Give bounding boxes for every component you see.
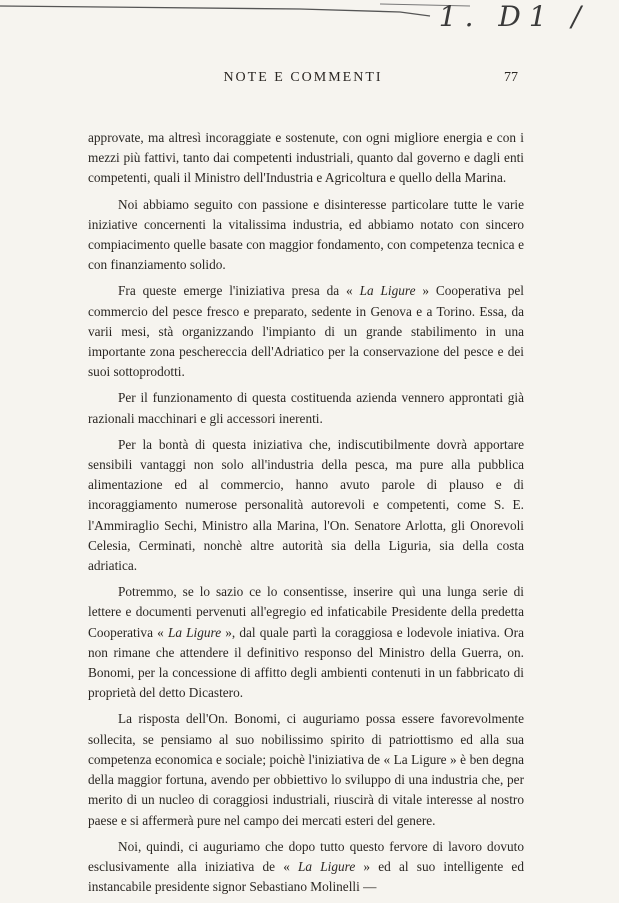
paragraph-8-before: Noi, quindi, ci auguriamo che dopo tutto questo fervore di lavoro dovuto esclusivamente alla iniziativa de « [88, 838, 524, 874]
paragraph-8-after: » ed al suo intelligente ed instancabile presidente signor Sebastiano Molinelli — [88, 858, 524, 895]
page-header [88, 70, 518, 94]
paragraph-8-italic: La Ligure [298, 858, 356, 874]
paragraph-2: Noi abbiamo seguito con passione e disinteresse particolare tutte le varie iniziative concernenti la vitalissima industria, ed abbiamo notato con sincero compiacimento quelle basate con maggior fondamento, con competenza tecnica e con finanziamento solido. [88, 196, 524, 273]
paragraph-6 [88, 582, 524, 703]
paragraph-4: Per il funzionamento di questa costituenda azienda vennero approntati già razionali macchinari e gli accessori inerenti. [88, 390, 524, 426]
paragraph-1: approvate, ma altresì incoraggiate e sostenute, con ogni migliore energia e con i mezzi più fattivi, tanto dai competenti industriali, quanto dal governo e dagli enti competenti, quali il Ministro dell'Industria e Agricoltura e quello della Marina. [88, 130, 524, 186]
paragraph-3-after: » Cooperativa pel commercio del pesce fresco e preparato, sedente in Genova e a Torino. Essa, da varii mesi, stà organizzando l'impianto di un grande stabilimento in una importante zona peschereccia dell'Adriatico per la conservazione del pesce e dei suoi sottoprodotti. [88, 283, 525, 380]
paragraph-7: La risposta dell'On. Bonomi, ci auguriamo possa essere favorevolmente sollecita, se pensiamo al suo nobilissimo spirito di patriottismo ed alla sua competenza economica e sociale; poichè l'iniziativa de « La Ligure » è ben degna della maggior fortuna, avendo per obbiettivo lo sviluppo di una industria che, per merito di un nucleo di coraggiosi industriali, riuscirà di vitale interesse al nostro paese e si affermerà pure nel campo dei mercati esteri del genere. [88, 711, 524, 828]
paragraph-6-italic: La Ligure [167, 624, 222, 640]
body-text [88, 128, 524, 903]
page-number: 77 [504, 70, 518, 85]
paragraph-6-before: Potremmo, se lo sazio ce lo consentisse, inserire quì una lunga serie di lettere e documenti pervenuti all'egregio ed infaticabile Presidente della predetta Cooperativa « [88, 584, 524, 640]
paragraph-8 [88, 837, 524, 898]
paragraph-3-italic: La Ligure [359, 283, 416, 299]
paragraph-3-before: Fra queste emerge l'iniziativa presa da « [118, 283, 360, 299]
paragraph-3 [88, 281, 524, 382]
paragraph-6-after: », dal quale partì la coraggiosa e lodevole iniativa. Ora non rimane che attendere il definitivo responso del Ministro della Guerra, on. Bonomi, per la concessione di affitto degli ambienti contenuti in un fabbricato di proprietà del detto Dicastero. [88, 624, 524, 701]
running-title: NOTE E COMMENTI [223, 70, 383, 85]
handwritten-mark: 1. D1 / [438, 0, 589, 33]
paragraph-5: Per la bontà di questa iniziativa che, indiscutibilmente dovrà apportare sensibili vantaggi non solo all'industria della pesca, ma pure alla pubblica alimentazione ed al commercio, hanno avuto parole di plauso e di incoraggiamento numerose personalità autorevoli e competenti, come S. E. l'Ammiraglio Sechi, Ministro alla Marina, l'On. Senatore Arlotta, gli Onorevoli Celesia, Cerminati, nonchè altre autorità sia della Liguria, sia della costa adriatica. [88, 436, 524, 574]
